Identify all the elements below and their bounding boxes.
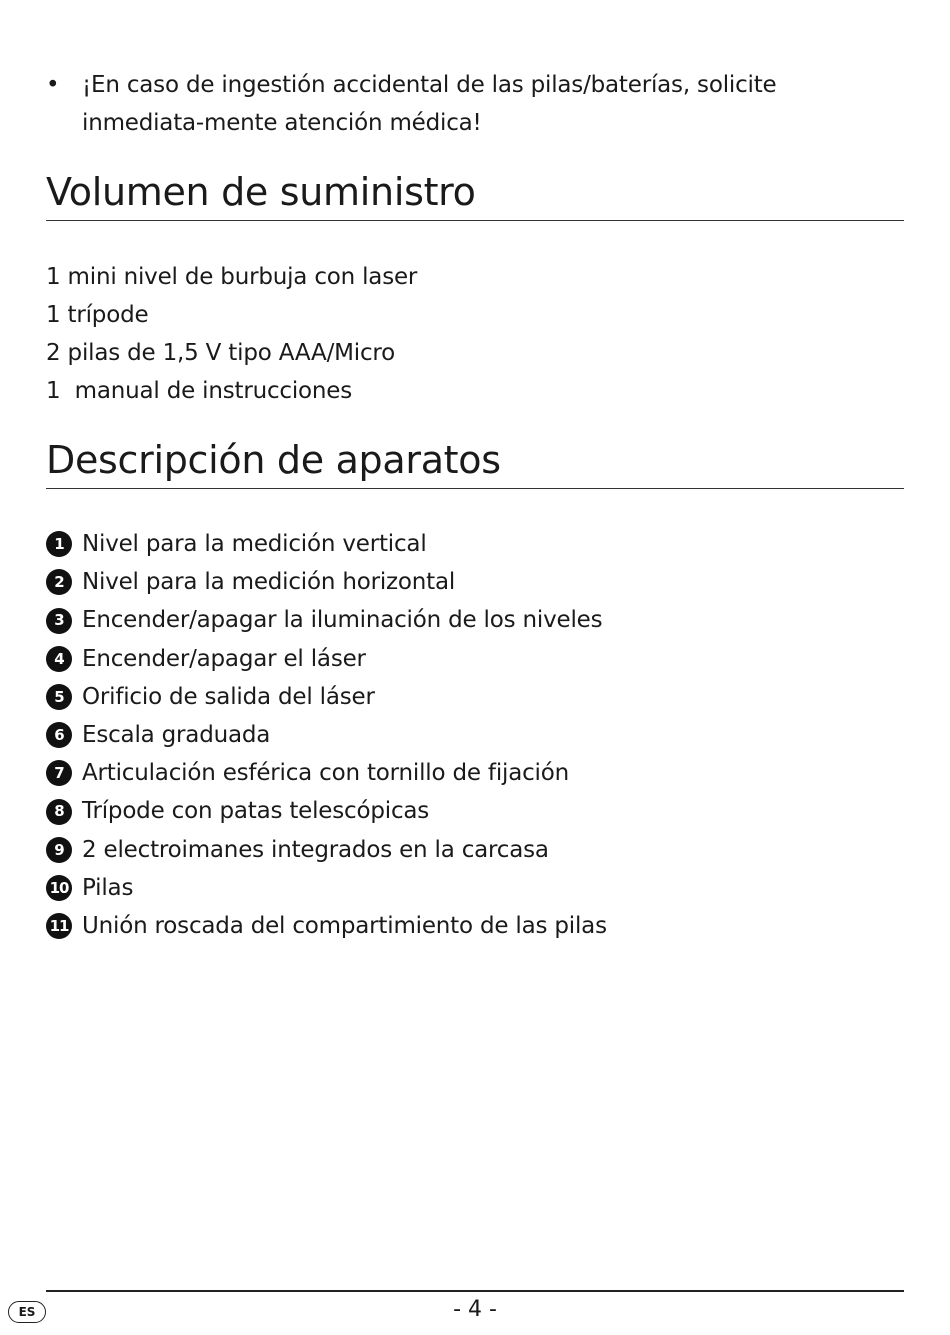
part-item	[46, 678, 607, 716]
part-label: Orificio de salida del láser	[82, 683, 375, 710]
footer-divider	[46, 1290, 904, 1292]
parts-list	[46, 525, 607, 945]
supply-heading: Volumen de suministro	[46, 170, 904, 221]
parts-heading: Descripción de aparatos	[46, 438, 904, 489]
part-label: Encender/apagar el láser	[82, 645, 366, 672]
supply-list	[46, 258, 417, 410]
page-number: - 4 -	[453, 1297, 497, 1322]
part-item	[46, 792, 607, 830]
part-number-badge: 8	[46, 799, 72, 825]
part-label: Nivel para la medición horizontal	[82, 569, 456, 596]
warning-text	[82, 66, 896, 142]
part-number-badge: 6	[46, 722, 72, 748]
part-number-badge: 7	[46, 760, 72, 786]
part-label: Pilas	[82, 874, 134, 901]
part-number-badge: 5	[46, 684, 72, 710]
part-number-badge: 9	[46, 837, 72, 863]
part-item	[46, 716, 607, 754]
part-label: Encender/apagar la iluminación de los niveles	[82, 607, 603, 634]
part-number-badge: 3	[46, 608, 72, 634]
part-item	[46, 601, 607, 639]
supply-item: 1 manual de instrucciones	[46, 378, 353, 404]
warning-bullet-paragraph	[46, 66, 896, 142]
part-label: Escala graduada	[82, 722, 271, 749]
part-item	[46, 907, 607, 945]
part-label: Nivel para la medición vertical	[82, 531, 427, 557]
part-item	[46, 563, 607, 601]
warning-text-content: ¡En caso de ingestión accidental de las pilas/baterías, solicite inmediata-mente atención médica!	[82, 72, 777, 136]
part-label: Trípode con patas telescópicas	[82, 798, 430, 825]
part-label: Unión roscada del compartimiento de las pilas	[82, 913, 607, 940]
supply-item: 1 mini nivel de burbuja con laser	[46, 264, 418, 290]
part-item	[46, 831, 607, 869]
part-number-badge: 2	[46, 569, 72, 595]
supply-item: 1 trípode	[46, 302, 149, 328]
part-item	[46, 754, 607, 792]
part-label: Articulación esférica con tornillo de fijación	[82, 760, 569, 787]
supply-item: 2 pilas de 1,5 V tipo AAA/Micro	[46, 340, 396, 366]
part-item	[46, 525, 607, 563]
part-number-badge: 10	[46, 875, 72, 901]
part-item	[46, 640, 607, 678]
part-item	[46, 869, 607, 907]
part-number-badge: 11	[46, 913, 72, 939]
language-badge: ES	[8, 1301, 46, 1323]
part-number-badge: 4	[46, 646, 72, 672]
bullet-dot: •	[46, 72, 60, 98]
part-label: 2 electroimanes integrados en la carcasa	[82, 836, 549, 863]
part-number-badge: 1	[46, 531, 72, 557]
